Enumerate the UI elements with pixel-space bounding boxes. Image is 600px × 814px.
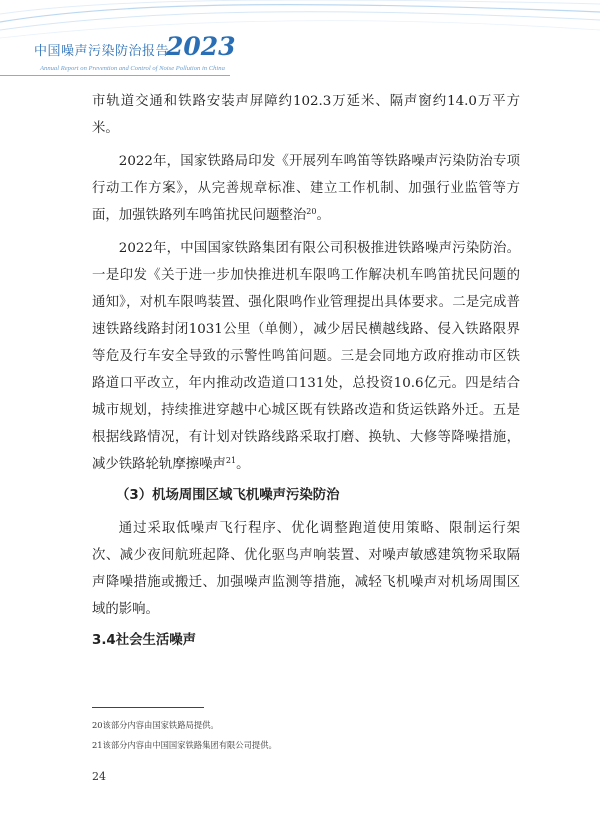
paragraph-2-end: 。 [316,208,330,223]
footnote-21: 21该部分内容由中国国家铁路集团有限公司提供。 [92,740,277,750]
paragraph-3-end: 。 [236,457,250,472]
paragraph-1 [92,88,520,142]
page-number: 24 [92,770,106,783]
subsection-heading: （3）机场周围区域飞机噪声污染防治 [116,488,340,503]
page-body [92,88,520,653]
paragraph-4 [92,515,520,623]
paragraph-1-text: 市轨道交通和铁路安装声屏障约102.3万延米、隔声窗约14.0万平方米。 [92,94,520,136]
report-title: 中国噪声污染防治报告 [34,44,170,59]
paragraph-4-text: 通过采取低噪声飞行程序、优化调整跑道使用策略、限制运行架次、减少夜间航班起降、优化驱鸟声响装置、对噪声敏感建筑物采取隔声降噪措施或搬迁、加强噪声监测等措施，减轻飞机噪声对机场周围区域的影响。 [92,521,520,617]
footnote-ref-21[interactable]: 21 [225,456,237,465]
report-subtitle: Annual Report on Prevention and Control of Noise Pollution in China [40,65,225,72]
report-year: 2023 [166,32,236,61]
footnote-ref-20[interactable]: 20 [306,207,317,216]
footnote-20: 20该部分内容由国家铁路局提供。 [92,720,219,730]
section-heading: 3.4社会生活噪声 [92,633,197,648]
footnote-divider [92,707,204,708]
paragraph-2-text: 2022年，国家铁路局印发《开展列车鸣笛等铁路噪声污染防治专项行动工作方案》，从完善规章标准、建立工作机制、加强行业监管等方面，加强铁路列车鸣笛扰民问题整治 [92,154,520,223]
paragraph-3 [92,235,520,478]
paragraph-3-text: 2022年，中国国家铁路集团有限公司积极推进铁路噪声污染防治。一是印发《关于进一步加快推进机车限鸣工作解决机车鸣笛扰民问题的通知》，对机车限鸣装置、强化限鸣作业管理提出具体要求。二是完成普速铁路线路封闭1031公里（单侧），减少居民横越线路、侵入铁路限界等危及行车安全导致的示警性鸣笛问题。三是会同地方政府推动市区铁路道口平改立，年内推动改造道口131处，总投资10.6亿元。四是结合城市规划，持续推进穿越中心城区既有铁路改造和货运铁路外迁。五是根据线路情况，有计划对铁路线路采取打磨、换轨、大修等降噪措施，减少铁路轮轨摩擦噪声 [92,241,520,472]
paragraph-2 [92,148,520,229]
header-divider [0,75,230,76]
